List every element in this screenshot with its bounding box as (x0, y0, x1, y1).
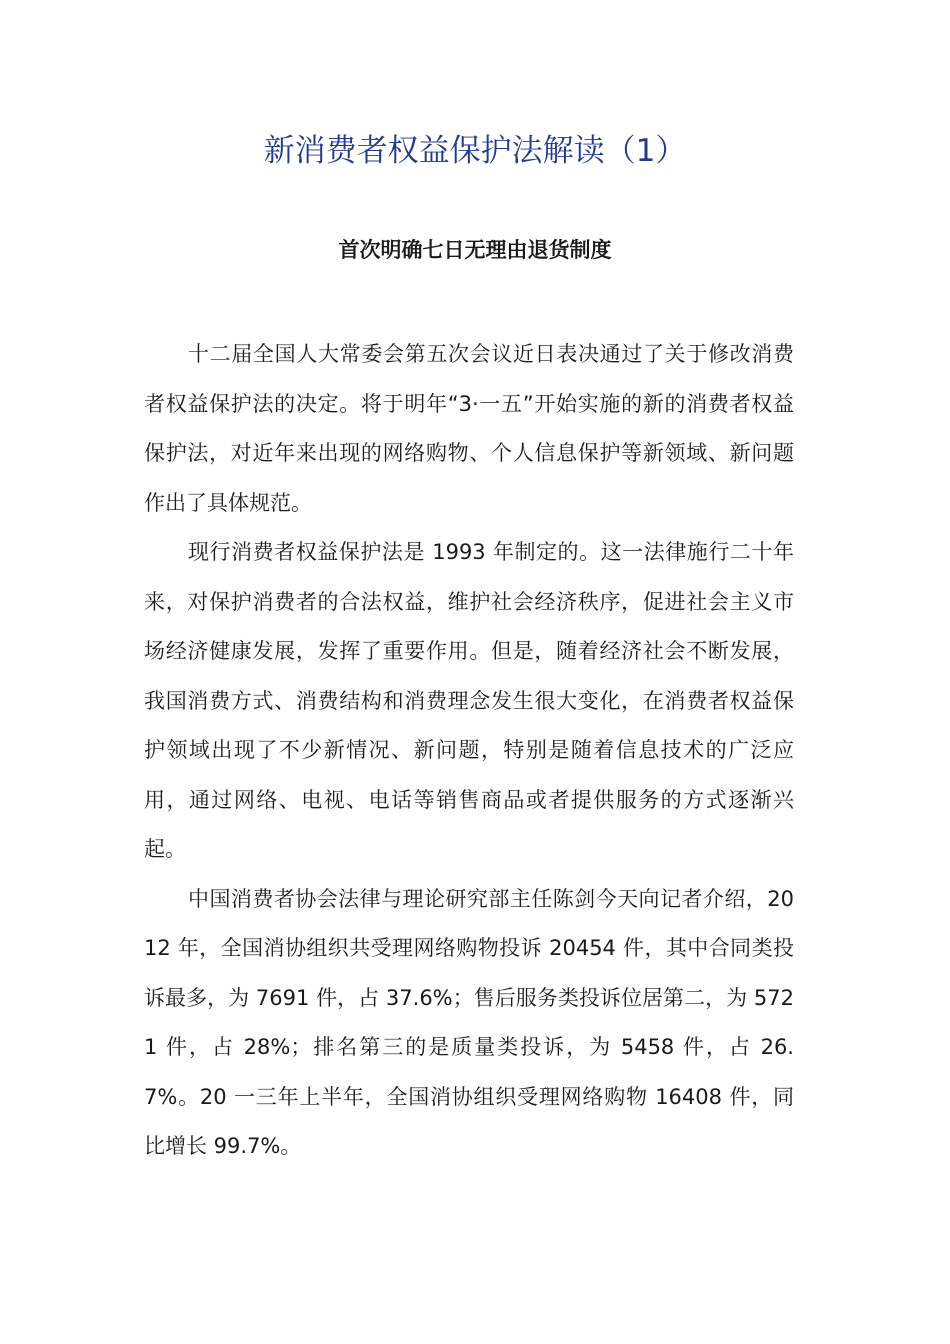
paragraph-2: 现行消费者权益保护法是 1993 年制定的。这一法律施行二十年来，对保护消费者的合法权益，维护社会经济秩序，促进社会主义市场经济健康发展，发挥了重要作用。但是，随着经济社会不断发展，我国消费方式、消费结构和消费理念发生很大变化，在消费者权益保护领域出现了不少新情况、新问题，特别是随着信息技术的广泛应用，通过网络、电视、电话等销售商品或者提供服务的方式逐渐兴起。 (144, 540, 794, 861)
document-body (144, 330, 794, 1172)
paragraph-1: 十二届全国人大常委会第五次会议近日表决通过了关于修改消费者权益保护法的决定。将于明年“3·一五”开始实施的新的消费者权益保护法，对近年来出现的网络购物、个人信息保护等新领域、新问题作出了具体规范。 (144, 342, 794, 515)
paragraph-3: 中国消费者协会法律与理论研究部主任陈剑今天向记者介绍，2012 年，全国消协组织共受理网络购物投诉 20454 件，其中合同类投诉最多，为 7691 件，占 37.6%；售后服务类投诉位居第二，为 5721 件，占 28%；排名第三的是质量类投诉，为 5458 件，占 26.7%。20 一三年上半年，全国消协组织受理网络购物 16408 件，同比增长 99.7%。 (144, 886, 794, 1158)
document-subtitle: 首次明确七日无理由退货制度 (338, 238, 612, 262)
document-title: 新消费者权益保护法解读（1） (263, 133, 687, 169)
